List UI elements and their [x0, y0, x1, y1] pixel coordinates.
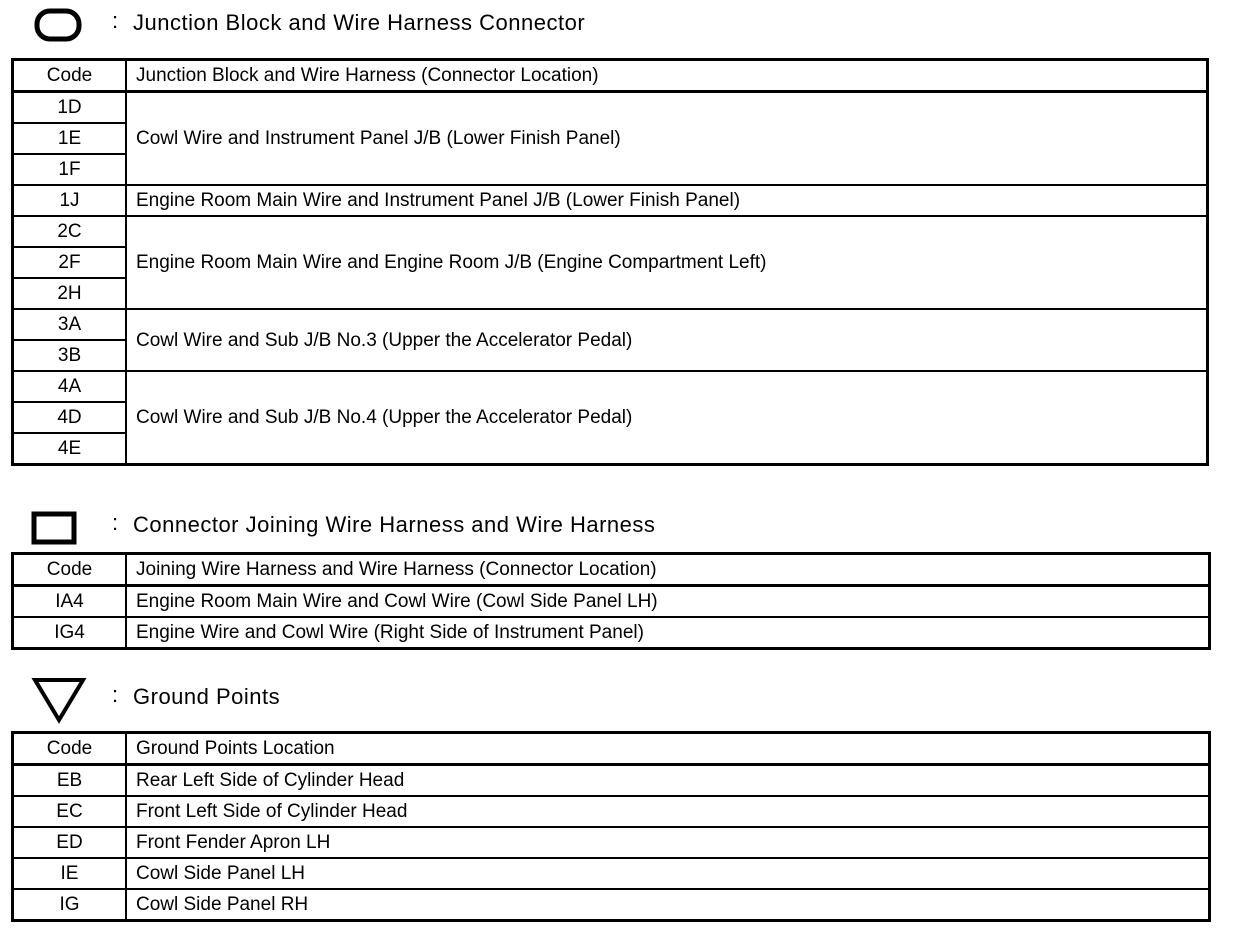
junction-heading: [0, 4, 1200, 44]
table-row: [13, 586, 1210, 618]
table-row: [13, 216, 1208, 247]
code-cell: 4D: [13, 402, 127, 433]
code-cell: 2H: [13, 278, 127, 309]
table-row: [13, 858, 1210, 889]
code-cell: EC: [13, 796, 127, 827]
ground-table: [11, 731, 1211, 922]
junction-title: Junction Block and Wire Harness Connector: [133, 10, 586, 35]
down-triangle-icon: [31, 676, 87, 724]
desc-cell: Cowl Wire and Instrument Panel J/B (Lower Finish Panel): [126, 92, 1208, 186]
code-cell: 3B: [13, 340, 127, 371]
table-header-row: [13, 554, 1210, 586]
desc-cell: Rear Left Side of Cylinder Head: [126, 765, 1210, 797]
code-cell: 3A: [13, 309, 127, 340]
header-code: Code: [13, 733, 127, 765]
desc-cell: Engine Room Main Wire and Instrument Panel J/B (Lower Finish Panel): [126, 185, 1208, 216]
joining-table: [11, 552, 1211, 650]
code-cell: ED: [13, 827, 127, 858]
desc-cell: Front Left Side of Cylinder Head: [126, 796, 1210, 827]
code-cell: EB: [13, 765, 127, 797]
code-cell: 1E: [13, 123, 127, 154]
junction-table: [11, 58, 1209, 466]
joining-title: Connector Joining Wire Harness and Wire Harness: [133, 512, 656, 537]
table-row: [13, 617, 1210, 649]
table-header-row: [13, 60, 1208, 92]
code-cell: IE: [13, 858, 127, 889]
desc-cell: Front Fender Apron LH: [126, 827, 1210, 858]
header-desc: Joining Wire Harness and Wire Harness (Connector Location): [126, 554, 1210, 586]
code-cell: 1F: [13, 154, 127, 185]
rectangle-icon: [31, 511, 77, 545]
desc-cell: Engine Room Main Wire and Engine Room J/B (Engine Compartment Left): [126, 216, 1208, 309]
table-row: [13, 309, 1208, 340]
desc-cell: Engine Wire and Cowl Wire (Right Side of Instrument Panel): [126, 617, 1210, 649]
joining-colon: :: [112, 510, 119, 535]
code-cell: 1J: [13, 185, 127, 216]
code-cell: 4A: [13, 371, 127, 402]
code-cell: IG: [13, 889, 127, 921]
ground-title: Ground Points: [133, 684, 281, 709]
table-row: [13, 371, 1208, 402]
table-row: [13, 796, 1210, 827]
code-cell: 2C: [13, 216, 127, 247]
table-header-row: [13, 733, 1210, 765]
desc-cell: Cowl Side Panel RH: [126, 889, 1210, 921]
code-cell: 2F: [13, 247, 127, 278]
ground-colon: :: [112, 682, 119, 707]
code-cell: IA4: [13, 586, 127, 618]
header-code: Code: [13, 554, 127, 586]
table-row: [13, 185, 1208, 216]
header-desc: Ground Points Location: [126, 733, 1210, 765]
table-row: [13, 765, 1210, 797]
junction-colon: :: [112, 8, 119, 33]
code-cell: 1D: [13, 92, 127, 124]
table-row: [13, 889, 1210, 921]
header-desc: Junction Block and Wire Harness (Connector Location): [126, 60, 1208, 92]
rounded-rectangle-icon: [34, 8, 82, 42]
desc-cell: Engine Room Main Wire and Cowl Wire (Cowl Side Panel LH): [126, 586, 1210, 618]
code-cell: 4E: [13, 433, 127, 465]
header-code: Code: [13, 60, 127, 92]
desc-cell: Cowl Side Panel LH: [126, 858, 1210, 889]
ground-heading: [0, 676, 1200, 716]
table-row: [13, 827, 1210, 858]
desc-cell: Cowl Wire and Sub J/B No.4 (Upper the Accelerator Pedal): [126, 371, 1208, 465]
desc-cell: Cowl Wire and Sub J/B No.3 (Upper the Accelerator Pedal): [126, 309, 1208, 371]
code-cell: IG4: [13, 617, 127, 649]
joining-heading: [0, 506, 1200, 546]
table-row: [13, 92, 1208, 124]
